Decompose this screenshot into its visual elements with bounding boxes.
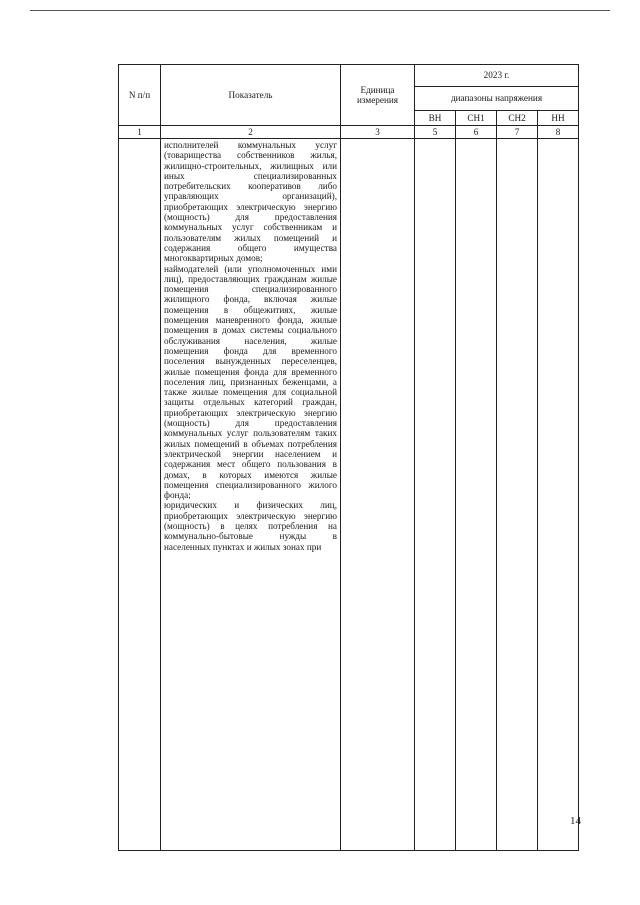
body-sn2-cell <box>497 139 538 851</box>
body-sn1-cell <box>456 139 497 851</box>
column-number-2: 2 <box>161 126 341 139</box>
indicator-paragraph: юридических и физических лиц, приобретающих электрическую энергию (мощность) в целях потребления на коммунально-бытовые нужды в населенных пунктах и жилых зонах при <box>164 500 337 552</box>
column-number-5: 5 <box>415 126 456 139</box>
header-sn2: СН2 <box>497 111 538 126</box>
header-indicator: Показатель <box>161 65 341 126</box>
column-number-7: 7 <box>497 126 538 139</box>
header-voltage-ranges: диапазоны напряжения <box>415 87 579 111</box>
column-number-6: 6 <box>456 126 497 139</box>
body-vn-cell <box>415 139 456 851</box>
indicator-paragraph: наймодателей (или уполномоченных ими лиц), предоставляющих гражданам жилые помещения специализированного жилищного фонда, включая жилые помещения в общежитиях, жилые помещения маневренного фонда, жилые помещения в домах системы социального обслуживания населения, жилые помещения фонда для временного поселения вынужденных переселенцев, жилые помещения фонда для временного поселения лиц, признанных беженцами, а также жилые помещения для социальной защиты отдельных категорий граждан, приобретающих электрическую энергию (мощность) для предоставления коммунальных услуг пользователям таких жилых помещений в объемах потребления электрической энергии населением и содержания мест общего пользования в домах, в которых имеются жилые помещения специализированного жилого фонда; <box>164 263 337 501</box>
body-indicator-cell <box>161 139 341 851</box>
body-number-cell <box>119 139 161 851</box>
column-number-3: 3 <box>341 126 415 139</box>
body-unit-cell <box>341 139 415 851</box>
body-nn-cell <box>538 139 579 851</box>
header-vn: ВН <box>415 111 456 126</box>
indicator-paragraph: исполнителей коммунальных услуг (товарищества собственников жилья, жилищно-строительных, жилищных или иных специализированных потребительских кооперативов либо управляющих организаций), приобретающих электрическую энергию (мощность) для предоставления коммунальных услуг собственникам и пользователям жилых помещений и содержания общего имущества многоквартирных домов; <box>164 140 337 264</box>
page-number: 14 <box>570 815 581 827</box>
header-year: 2023 г. <box>415 65 579 87</box>
header-sn1: СН1 <box>456 111 497 126</box>
tariff-table <box>118 64 579 851</box>
header-nn: НН <box>538 111 579 126</box>
column-number-1: 1 <box>119 126 161 139</box>
top-rule <box>30 10 610 11</box>
column-number-8: 8 <box>538 126 579 139</box>
header-number: N п/п <box>119 65 161 126</box>
header-unit: Единица измерения <box>341 65 415 126</box>
